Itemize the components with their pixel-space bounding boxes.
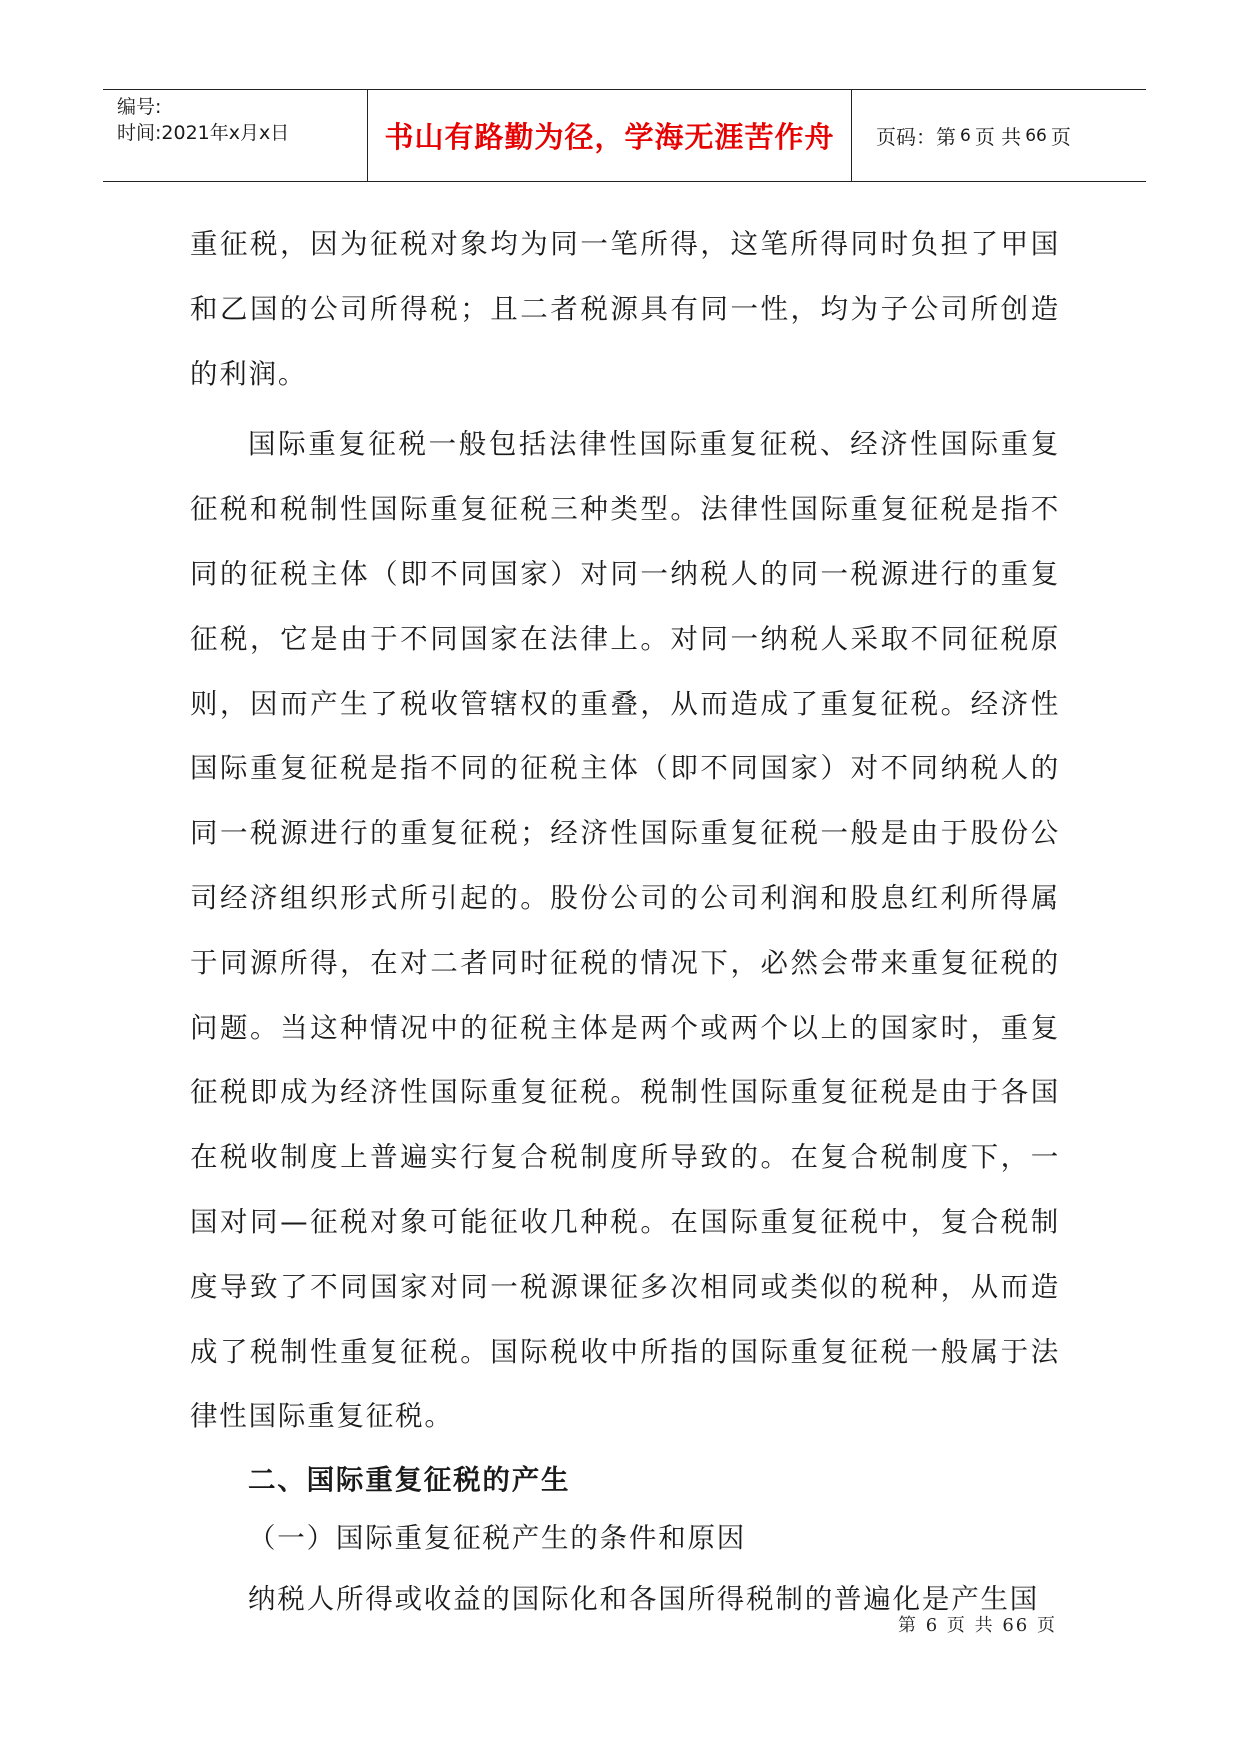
document-header — [103, 89, 1146, 182]
header-page-cell — [852, 90, 1146, 181]
serial-number-label: 编号: — [117, 96, 162, 118]
section-heading: 二、国际重复征税的产生 — [248, 1464, 571, 1497]
page-total: 66 — [1025, 125, 1047, 146]
page-current: 6 — [960, 125, 971, 146]
paragraph-3: 纳税人所得或收益的国际化和各国所得税制的普遍化是产生国 — [248, 1583, 1040, 1616]
page-prefix: 页码：第 — [876, 125, 956, 149]
header-info-cell — [103, 90, 368, 181]
header-motto-cell — [368, 90, 852, 181]
motto-text: 书山有路勤为径，学海无涯苦作舟 — [384, 120, 835, 154]
page-mid: 页 共 — [974, 125, 1022, 149]
page-suffix: 页 — [1050, 125, 1071, 149]
subsection-heading: （一）国际重复征税产生的条件和原因 — [248, 1522, 747, 1555]
paragraph-1: 重征税，因为征税对象均为同一笔所得，这笔所得同时负担了甲国和乙国的公司所得税；且二者税源具有同一性，均为子公司所创造的利润。 — [190, 228, 1060, 390]
document-body — [190, 212, 1060, 1632]
date-label: 时间:2021年x月x日 — [117, 122, 290, 144]
page-footer: 第 6 页 共 66 页 — [898, 1615, 1057, 1636]
paragraph-2: 国际重复征税一般包括法律性国际重复征税、经济性国际重复征税和税制性国际重复征税三种类型。法律性国际重复征税是指不同的征税主体（即不同国家）对同一纳税人的同一税源进行的重复征税，它是由于不同国家在法律上。对同一纳税人采取不同征税原则，因而产生了税收管辖权的重叠，从而造成了重复征税。经济性国际重复征税是指不同的征税主体（即不同国家）对不同纳税人的同一税源进行的重复征税；经济性国际重复征税一般是由于股份公司经济组织形式所引起的。股份公司的公司利润和股息红利所得属于同源所得，在对二者同时征税的情况下，必然会带来重复征税的问题。当这种情况中的征税主体是两个或两个以上的国家时，重复征税即成为经济性国际重复征税。税制性国际重复征税是由于各国在税收制度上普遍实行复合税制度所导致的。在复合税制度下，一国对同—征税对象可能征收几种税。在国际重复征税中，复合税制度导致了不同国家对同一税源课征多次相同或类似的税种，从而造成了税制性重复征税。国际税收中所指的国际重复征税一般属于法律性国际重复征税。 — [190, 428, 1060, 1433]
